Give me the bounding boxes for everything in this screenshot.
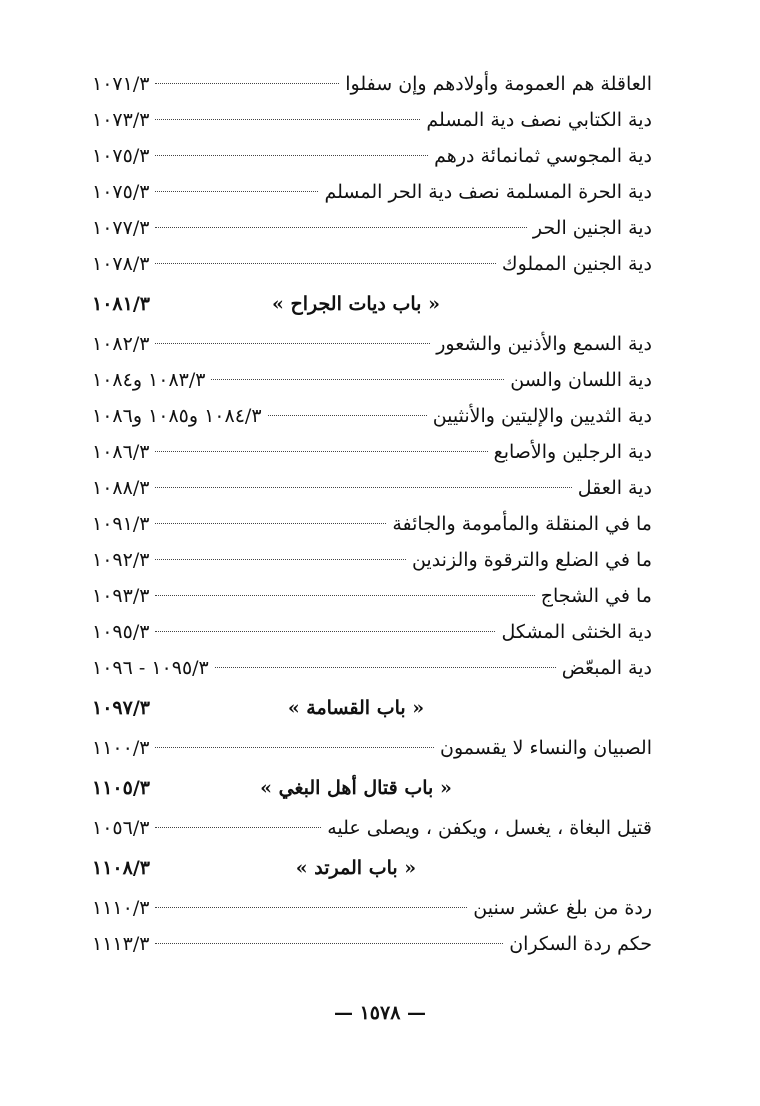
entry-page-ref: ١٠٨٢/٣ — [92, 333, 150, 355]
section-title: « باب قتال أهل البغي » — [260, 777, 452, 799]
dot-leader — [155, 191, 318, 192]
page-number: — ١٥٧٨ — — [333, 1002, 427, 1024]
toc-entry — [92, 434, 652, 470]
dot-leader — [215, 667, 556, 668]
dot-leader — [155, 227, 526, 228]
toc-entry — [92, 66, 652, 102]
entry-page-ref: ١٠٧٧/٣ — [92, 217, 150, 239]
toc-entry — [92, 210, 652, 246]
entry-page-ref: ١٠٨٨/٣ — [92, 477, 150, 499]
toc-entry — [92, 926, 652, 962]
dot-leader — [155, 747, 434, 748]
dot-leader — [155, 559, 406, 560]
entry-page-ref: ١٠٩٣/٣ — [92, 585, 150, 607]
entry-page-ref: ١٠٧١/٣ — [92, 73, 150, 95]
dot-leader — [155, 451, 487, 452]
section-page-ref: ١١٠٥/٣ — [92, 777, 150, 799]
dot-leader — [155, 631, 495, 632]
entry-title: دية السمع والأذنين والشعور — [436, 333, 652, 355]
toc-entry — [92, 362, 652, 398]
entry-page-ref: ١٠٧٥/٣ — [92, 181, 150, 203]
dot-leader — [155, 943, 503, 944]
toc-entry — [92, 730, 652, 766]
entry-title: ما في المنقلة والمأمومة والجائفة — [392, 513, 652, 535]
entry-title: دية الرجلين والأصابع — [493, 441, 652, 463]
dot-leader — [155, 827, 321, 828]
dot-leader — [155, 907, 467, 908]
dot-leader — [155, 595, 534, 596]
entry-title: ردة من بلغ عشر سنين — [473, 897, 652, 919]
entry-page-ref: ١٠٩٢/٣ — [92, 549, 150, 571]
entry-page-ref: ١٠٧٥/٣ — [92, 145, 150, 167]
entry-title: دية الخنثى المشكل — [501, 621, 652, 643]
entry-page-ref: ١٠٨٤/٣ و١٠٨٥ و١٠٨٦ — [92, 405, 262, 427]
toc-entry — [92, 578, 652, 614]
toc-section-heading — [92, 846, 652, 890]
entry-page-ref: ١١٠٠/٣ — [92, 737, 150, 759]
dot-leader — [211, 379, 504, 380]
section-page-ref: ١٠٨١/٣ — [92, 293, 150, 315]
entry-title: العاقلة هم العمومة وأولادهم وإن سفلوا — [345, 73, 652, 95]
toc-entry — [92, 890, 652, 926]
entry-title: الصبيان والنساء لا يقسمون — [440, 737, 652, 759]
toc-entry — [92, 614, 652, 650]
entry-title: دية الكتابي نصف دية المسلم — [426, 109, 652, 131]
section-title: « باب القسامة » — [287, 697, 425, 719]
dot-leader — [155, 523, 386, 524]
entry-page-ref: ١٠٩٥/٣ — [92, 621, 150, 643]
toc-entry — [92, 102, 652, 138]
dot-leader — [155, 119, 420, 120]
toc-entry — [92, 506, 652, 542]
dot-leader — [155, 343, 430, 344]
entry-title: دية الجنين المملوك — [501, 253, 652, 275]
toc-entry — [92, 246, 652, 282]
entry-title: دية المجوسي ثمانمائة درهم — [434, 145, 652, 167]
dot-leader — [155, 83, 339, 84]
toc-entry — [92, 174, 652, 210]
entry-page-ref: ١٠٧٨/٣ — [92, 253, 150, 275]
entry-title: دية الحرة المسلمة نصف دية الحر المسلم — [324, 181, 652, 203]
entry-title: حكم ردة السكران — [509, 933, 652, 955]
toc-section-heading — [92, 686, 652, 730]
section-title: « باب المرتد » — [295, 857, 417, 879]
entry-page-ref: ١٠٨٣/٣ و١٠٨٤ — [92, 369, 206, 391]
entry-title: ما في الضلع والترقوة والزندين — [411, 549, 652, 571]
entry-title: دية المبعّض — [561, 657, 652, 679]
entry-title: دية اللسان والسن — [510, 369, 652, 391]
entry-title: دية العقل — [577, 477, 652, 499]
toc-entry — [92, 326, 652, 362]
dot-leader — [155, 487, 571, 488]
entry-title: دية الجنين الحر — [532, 217, 652, 239]
dot-leader — [155, 263, 495, 264]
toc-entry — [92, 650, 652, 686]
entry-page-ref: ١٠٩٥/٣ - ١٠٩٦ — [92, 657, 209, 679]
entry-title: دية الثديين والإليتين والأنثيين — [432, 405, 652, 427]
section-title: « باب ديات الجراح » — [272, 293, 440, 315]
entry-page-ref: ١٠٨٦/٣ — [92, 441, 150, 463]
toc-entry — [92, 470, 652, 506]
entry-page-ref: ١١١٣/٣ — [92, 933, 150, 955]
toc-entry — [92, 810, 652, 846]
dot-leader — [155, 155, 428, 156]
entry-page-ref: ١٠٩١/٣ — [92, 513, 150, 535]
toc-entry — [92, 398, 652, 434]
toc-section-heading — [92, 766, 652, 810]
section-page-ref: ١٠٩٧/٣ — [92, 697, 150, 719]
entry-title: ما في الشجاج — [540, 585, 652, 607]
toc-section-heading — [92, 282, 652, 326]
toc-entry — [92, 138, 652, 174]
entry-title: قتيل البغاة ، يغسل ، ويكفن ، ويصلى عليه — [327, 817, 652, 839]
entry-page-ref: ١١١٠/٣ — [92, 897, 150, 919]
toc-entry — [92, 542, 652, 578]
dot-leader — [268, 415, 427, 416]
entry-page-ref: ١٠٧٣/٣ — [92, 109, 150, 131]
entry-page-ref: ١٠٥٦/٣ — [92, 817, 150, 839]
table-of-contents — [92, 66, 652, 962]
section-page-ref: ١١٠٨/٣ — [92, 857, 150, 879]
